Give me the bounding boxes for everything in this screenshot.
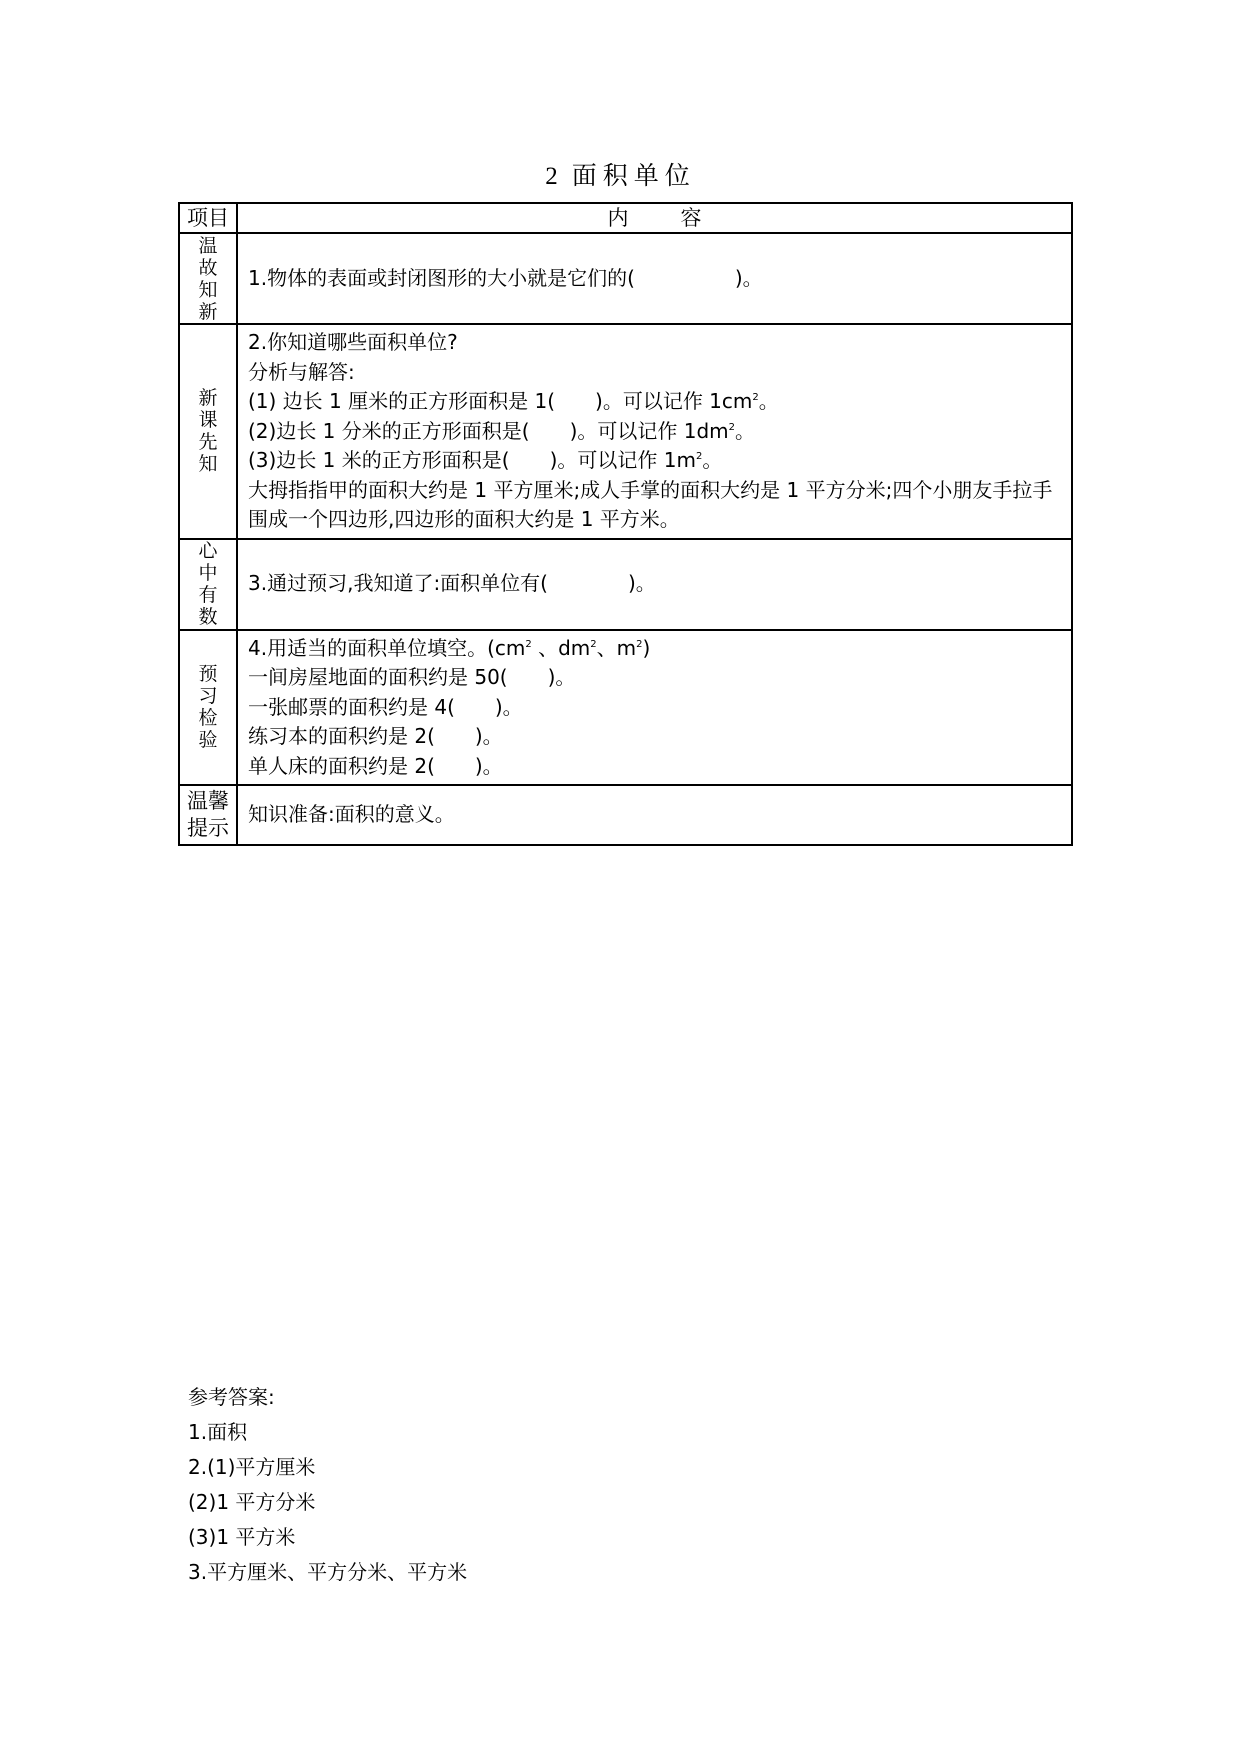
table-header-row [179, 203, 1072, 233]
superscript: 2 [752, 392, 759, 403]
table-row-tip [179, 785, 1072, 845]
header-content-text: 内容 [607, 206, 754, 230]
label-char: 温 [198, 234, 218, 257]
row-content-new-lesson [237, 324, 1072, 539]
label-char: 提示 [187, 816, 229, 840]
label-char: 有 [198, 584, 218, 606]
row-label-review [179, 233, 237, 324]
answer-2: 2.(1)平方厘米 [188, 1455, 316, 1479]
row-label-check [179, 630, 237, 786]
check-item-4: 单人床的面积约是 2( )。 [248, 753, 503, 778]
label-char: 故 [198, 256, 218, 279]
check-item-3: 练习本的面积约是 2( )。 [248, 724, 503, 748]
analysis-line-3 [248, 446, 1071, 476]
table-row-check [179, 630, 1072, 786]
lesson-title: 面积单位 [571, 161, 696, 190]
header-content [237, 203, 1072, 233]
label-char: 课 [198, 409, 218, 432]
question-2: 2.你知道哪些面积单位? [248, 330, 458, 354]
text: 。 [735, 418, 756, 443]
answer-heading: 参考答案: [188, 1385, 275, 1409]
header-item: 项目 [179, 203, 237, 233]
analysis-examples: 大拇指指甲的面积大约是 1 平方厘米;成人手掌的面积大约是 1 平方分米;四个小朋友手拉手围成一个四边形,四边形的面积大约是 1 平方米。 [248, 477, 1053, 531]
label-char: 先 [198, 431, 218, 454]
tip-text: 知识准备:面积的意义。 [248, 802, 455, 827]
question-4 [248, 634, 1071, 664]
superscript: 2 [525, 638, 532, 650]
label-char: 知 [198, 453, 218, 476]
text: (3)边长 1 米的正方形面积是( )。可以记作 1m [248, 448, 696, 472]
text: ) [642, 635, 651, 660]
analysis-line-2 [248, 417, 1071, 447]
answer-3: (2)1 平方分米 [188, 1490, 316, 1514]
label-char: 数 [198, 606, 218, 628]
answer-key [188, 1380, 467, 1590]
question-1: 1.物体的表面或封闭图形的大小就是它们的( )。 [248, 265, 763, 290]
superscript: 2 [695, 451, 703, 462]
text: 4.用适当的面积单位填空。(cm [248, 635, 526, 660]
answer-4: (3)1 平方米 [188, 1525, 296, 1549]
page-title [0, 158, 1241, 195]
table-row-summary [179, 539, 1072, 630]
label-char: 新 [198, 300, 218, 323]
table-row-new-lesson [179, 324, 1072, 539]
superscript: 2 [728, 421, 736, 433]
lesson-number: 2 [545, 163, 558, 190]
row-label-tip [179, 785, 237, 845]
row-content-check [237, 630, 1072, 786]
label-char: 检 [198, 707, 218, 730]
row-content-tip [237, 785, 1072, 845]
table-row-review [179, 233, 1072, 324]
label-char: 新 [198, 387, 218, 410]
text: 、m [596, 635, 637, 660]
row-content-summary [237, 539, 1072, 630]
text: 、dm [531, 635, 591, 660]
answer-5: 3.平方厘米、平方分米、平方米 [188, 1560, 468, 1584]
text: (1) 边长 1 厘米的正方形面积是 1( )。可以记作 1cm [248, 389, 753, 413]
label-char: 知 [198, 278, 218, 301]
row-label-summary [179, 539, 237, 630]
answer-1: 1.面积 [188, 1420, 248, 1444]
analysis-heading: 分析与解答: [248, 359, 355, 384]
label-char: 温馨 [187, 789, 229, 813]
check-item-2: 一张邮票的面积约是 4( )。 [248, 694, 523, 719]
label-char: 心 [198, 540, 218, 562]
text: 。 [702, 448, 723, 472]
label-char: 预 [198, 663, 218, 686]
superscript: 2 [636, 638, 643, 650]
worksheet-table [178, 202, 1073, 846]
label-char: 习 [198, 685, 218, 708]
text: (2)边长 1 分米的正方形面积是( )。可以记作 1dm [248, 418, 729, 443]
row-content-review [237, 233, 1072, 324]
label-char: 中 [198, 562, 218, 584]
question-3: 3.通过预习,我知道了:面积单位有( )。 [248, 571, 656, 596]
text: 。 [758, 389, 779, 413]
analysis-line-1 [248, 387, 1071, 417]
row-label-new-lesson [179, 324, 237, 539]
label-char: 验 [198, 729, 218, 752]
superscript: 2 [590, 638, 597, 650]
check-item-1: 一间房屋地面的面积约是 50( )。 [248, 665, 576, 689]
